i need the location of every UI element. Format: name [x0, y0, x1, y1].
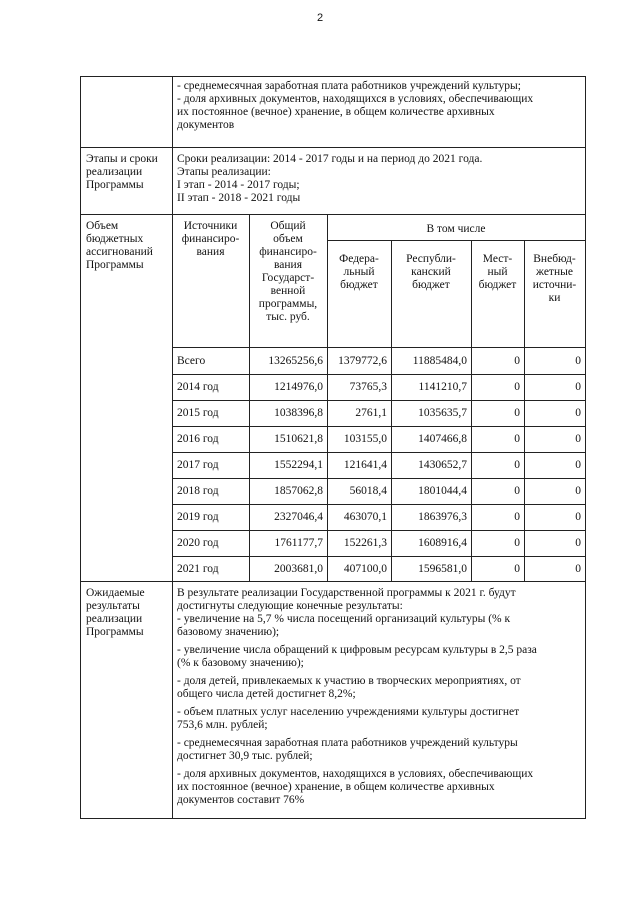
budget-grid-line	[172, 504, 585, 505]
cell-republic: 1863976,3	[418, 511, 467, 523]
text-line: достигнуты следующие конечные результаты:	[177, 600, 403, 612]
cell-offbudget: 0	[575, 511, 581, 523]
text-line: базовому значению);	[177, 626, 280, 638]
budget-grid-line	[172, 347, 585, 348]
label-line: реализации	[86, 613, 143, 625]
text-line: II этап - 2018 - 2021 годы	[177, 192, 301, 204]
header-line: бюджет	[478, 279, 517, 291]
cell-local: 0	[514, 407, 520, 419]
header-line: вания	[196, 246, 225, 258]
cell-local: 0	[514, 485, 520, 497]
cell-republic: 1430652,7	[418, 459, 467, 471]
label-line: Программы	[86, 259, 144, 271]
cell-offbudget: 0	[575, 485, 581, 497]
label-line: Объем	[86, 220, 119, 232]
header-line: тыс. руб.	[266, 311, 310, 323]
cell-total: 2327046,4	[274, 511, 323, 523]
label-line: Этапы и сроки	[86, 153, 158, 165]
header-including: В том числе	[426, 223, 486, 235]
text-line: - доля детей, привлекаемых к участию в творческих мероприятиях, от	[177, 675, 521, 687]
cell-offbudget: 0	[575, 381, 581, 393]
budget-grid-line	[327, 240, 585, 241]
text-line: их постоянное (вечное) хранение, в общем количестве архивных	[177, 106, 495, 118]
row-label: 2018 год	[177, 485, 219, 497]
row-label: Всего	[177, 355, 206, 367]
row-label: 2019 год	[177, 511, 219, 523]
label-line: Ожидаемые	[86, 587, 145, 599]
cell-total: 1857062,8	[274, 485, 323, 497]
header-line: бюджет	[340, 279, 378, 291]
text-line: документов составит 76%	[177, 794, 305, 806]
cell-offbudget: 0	[575, 355, 581, 367]
text-line: (% к базовому значению);	[177, 657, 304, 669]
cell-republic: 1801044,4	[418, 485, 467, 497]
budget-grid-line	[172, 478, 585, 479]
cell-federal: 56018,4	[349, 485, 387, 497]
header-line: Внебюд-	[533, 253, 576, 265]
text-line: - увеличение на 5,7 % числа посещений организаций культуры (% к	[177, 613, 511, 625]
cell-local: 0	[514, 511, 520, 523]
budget-grid-line	[172, 374, 585, 375]
label-column-divider	[172, 77, 173, 818]
cell-republic: 1608916,4	[418, 537, 467, 549]
text-line: достигнет 30,9 тыс. рублей;	[177, 750, 313, 762]
cell-total: 2003681,0	[274, 563, 323, 575]
header-line: венной	[270, 285, 306, 297]
cell-total: 1761177,7	[274, 537, 323, 549]
header-line: Федера-	[339, 253, 379, 265]
row-separator	[81, 581, 585, 582]
header-line: объем	[273, 233, 303, 245]
cell-federal: 103155,0	[343, 433, 387, 445]
row-label: 2014 год	[177, 381, 219, 393]
header-line: Республи-	[406, 253, 456, 265]
label-line: ассигнований	[86, 246, 153, 258]
cell-local: 0	[514, 459, 520, 471]
header-line: источни-	[532, 279, 577, 291]
cell-offbudget: 0	[575, 459, 581, 471]
header-line: льный	[343, 266, 375, 278]
program-passport-table	[80, 76, 586, 819]
label-line: Программы	[86, 179, 144, 191]
text-line: общего числа детей достигнет 8,2%;	[177, 688, 356, 700]
cell-federal: 463070,1	[343, 511, 387, 523]
cell-total: 1214976,0	[274, 381, 323, 393]
cell-republic: 1141210,7	[418, 381, 467, 393]
text-line: Этапы реализации:	[177, 166, 271, 178]
text-line: - объем платных услуг населению учреждениями культуры достигнет	[177, 706, 520, 718]
row-label: 2015 год	[177, 407, 219, 419]
text-line: - среднемесячная заработная плата работников учреждений культуры	[177, 737, 518, 749]
text-line: - увеличение числа обращений к цифровым ресурсам культуры в 2,5 раза	[177, 644, 537, 656]
cell-total: 13265256,6	[268, 355, 323, 367]
cell-local: 0	[514, 433, 520, 445]
cell-total: 1038396,8	[274, 407, 323, 419]
text-line: - среднемесячная заработная плата работников учреждений культуры;	[177, 80, 521, 92]
row-label: 2017 год	[177, 459, 219, 471]
cell-local: 0	[514, 563, 520, 575]
header-line: ный	[487, 266, 508, 278]
header-line: Мест-	[482, 253, 513, 265]
text-line: 753,6 млн. рублей;	[177, 719, 268, 731]
cell-republic: 1596581,0	[418, 563, 467, 575]
header-line: жетные	[536, 266, 573, 278]
label-line: реализации	[86, 166, 143, 178]
text-line: - доля архивных документов, находящихся в условиях, обеспечивающих	[177, 768, 534, 780]
row-label: 2020 год	[177, 537, 219, 549]
header-line: финансиро-	[181, 233, 240, 245]
budget-grid-line	[172, 426, 585, 427]
header-line: ки	[548, 292, 561, 304]
budget-grid-line	[172, 556, 585, 557]
header-line: Источники	[183, 220, 238, 232]
row-separator	[81, 147, 585, 148]
text-line: документов	[177, 119, 235, 131]
budget-grid-line	[172, 400, 585, 401]
header-line: вания	[274, 259, 302, 271]
page-number: 2	[316, 12, 324, 24]
cell-republic: 1407466,8	[418, 433, 467, 445]
header-line: Общий	[270, 220, 306, 232]
cell-offbudget: 0	[575, 407, 581, 419]
label-line: результаты	[86, 600, 140, 612]
text-line: I этап - 2014 - 2017 годы;	[177, 179, 300, 191]
cell-offbudget: 0	[575, 433, 581, 445]
cell-total: 1510621,8	[274, 433, 323, 445]
label-line: бюджетных	[86, 233, 144, 245]
cell-offbudget: 0	[575, 563, 581, 575]
label-line: Программы	[86, 626, 144, 638]
text-line: их постоянное (вечное) хранение, в общем количестве архивных	[177, 781, 495, 793]
header-line: бюджет	[412, 279, 450, 291]
cell-federal: 2761,1	[355, 407, 387, 419]
text-line: - доля архивных документов, находящихся в условиях, обеспечивающих	[177, 93, 534, 105]
cell-federal: 152261,3	[343, 537, 387, 549]
header-line: Государст-	[261, 272, 315, 284]
cell-local: 0	[514, 355, 520, 367]
row-label: 2016 год	[177, 433, 219, 445]
row-separator	[81, 214, 585, 215]
budget-grid-line	[172, 452, 585, 453]
header-line: программы,	[258, 298, 318, 310]
cell-local: 0	[514, 381, 520, 393]
cell-federal: 407100,0	[343, 563, 387, 575]
header-line: финансиро-	[259, 246, 317, 258]
budget-grid-line	[172, 530, 585, 531]
text-line: Сроки реализации: 2014 - 2017 годы и на период до 2021 года.	[177, 153, 483, 165]
cell-local: 0	[514, 537, 520, 549]
cell-federal: 73765,3	[349, 381, 387, 393]
cell-republic: 1035635,7	[418, 407, 467, 419]
cell-republic: 11885484,0	[412, 355, 467, 367]
text-line: В результате реализации Государственной программы к 2021 г. будут	[177, 587, 516, 599]
cell-federal: 1379772,6	[338, 355, 387, 367]
cell-total: 1552294,1	[274, 459, 323, 471]
row-label: 2021 год	[177, 563, 219, 575]
cell-federal: 121641,4	[343, 459, 387, 471]
cell-offbudget: 0	[575, 537, 581, 549]
header-line: канский	[411, 266, 451, 278]
